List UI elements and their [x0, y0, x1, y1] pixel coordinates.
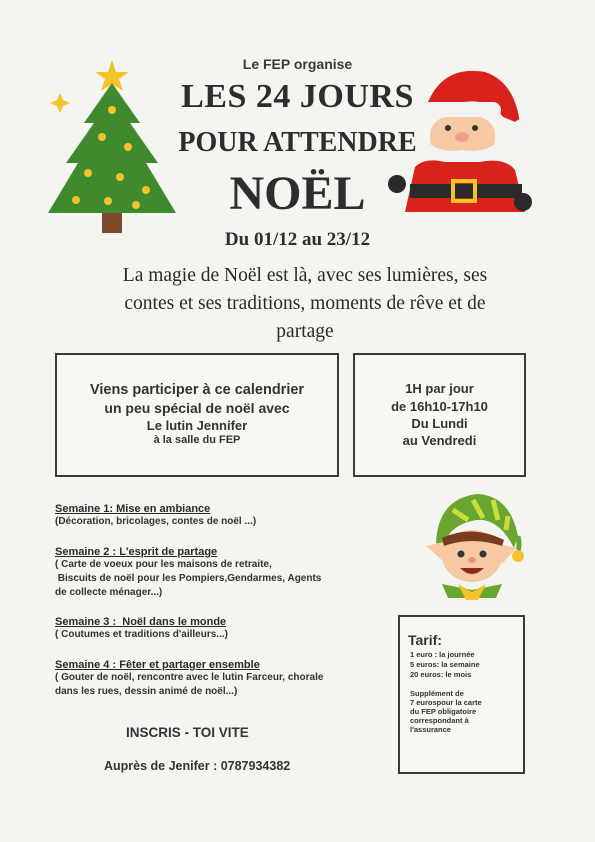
- intro-line-3: partage: [276, 321, 334, 342]
- supplement-line-2: 7 eurospour la carte: [410, 698, 482, 707]
- signup-call-to-action: INSCRIS - TOI VITE: [126, 725, 249, 740]
- participation-line-2: un peu spécial de noël avec: [104, 400, 290, 416]
- title-line-2: POUR ATTENDRE: [178, 127, 417, 158]
- week-1-title: Semaine 1: Mise en ambiance: [55, 503, 211, 515]
- price-month: 20 euros: le mois: [410, 670, 472, 679]
- supplement-line-1: Supplément de: [410, 689, 464, 698]
- schedule-line-4: au Vendredi: [402, 433, 477, 448]
- intro-line-2: contes et ses traditions, moments de rêve et de: [124, 293, 486, 314]
- participation-line-1: Viens participer à ce calendrier: [89, 382, 305, 398]
- week-4-desc-2: dans les rues, dessin animé de noël...): [55, 686, 238, 697]
- week-1: [55, 503, 395, 529]
- week-2: [55, 546, 395, 600]
- schedule-line-1: 1H par jour: [405, 381, 474, 396]
- supplement-line-3: du FEP obligatoire: [410, 707, 477, 716]
- week-4: [55, 659, 395, 699]
- schedule-line-3: Du Lundi: [411, 416, 468, 431]
- participation-box: [55, 353, 339, 477]
- supplement-line-5: l'assurance: [410, 725, 451, 734]
- schedule-box: [353, 353, 526, 477]
- week-3-desc: ( Coutumes et traditions d'ailleurs...): [55, 629, 228, 640]
- price-week: 5 euros: la semaine: [410, 660, 480, 669]
- price-day: 1 euro : la journée: [410, 650, 475, 659]
- schedule-line-2: de 16h10-17h10: [391, 399, 488, 414]
- title-line-1: LES 24 JOURS: [181, 78, 414, 115]
- supplement-line-4: correspondant à: [410, 716, 469, 725]
- pricing-title: Tarif:: [408, 632, 442, 648]
- week-2-desc-2: Biscuits de noël pour les Pompiers,Gendarmes, Agents: [55, 573, 322, 584]
- organizer-text: Le FEP organise: [242, 56, 353, 72]
- title-line-3: NOËL: [229, 167, 366, 220]
- elf-icon: [418, 488, 528, 600]
- week-1-desc: (Décoration, bricolages, contes de noël ...): [55, 516, 257, 527]
- week-3: [55, 616, 395, 642]
- date-range: Du 01/12 au 23/12: [224, 229, 371, 250]
- participation-line-3: Le lutin Jennifer: [146, 418, 248, 433]
- contact-info: Auprès de Jenifer : 0787934382: [104, 759, 291, 773]
- week-4-desc-1: ( Gouter de noël, rencontre avec le lutin Farceur, chorale: [55, 672, 324, 683]
- week-2-title: Semaine 2 : L'esprit de partage: [55, 546, 218, 558]
- intro-line-1: La magie de Noël est là, avec ses lumières, ses: [122, 265, 488, 286]
- week-2-desc-1: ( Carte de voeux pour les maisons de retraite,: [55, 559, 272, 570]
- participation-line-4: à la salle du FEP: [153, 434, 241, 446]
- week-4-title: Semaine 4 : Fêter et partager ensemble: [55, 659, 260, 671]
- week-3-title: Semaine 3 : Noël dans le monde: [55, 616, 227, 628]
- intro-paragraph: [55, 262, 555, 346]
- week-2-desc-3: de collecte ménager...): [55, 587, 163, 598]
- pricing-box: [398, 615, 525, 774]
